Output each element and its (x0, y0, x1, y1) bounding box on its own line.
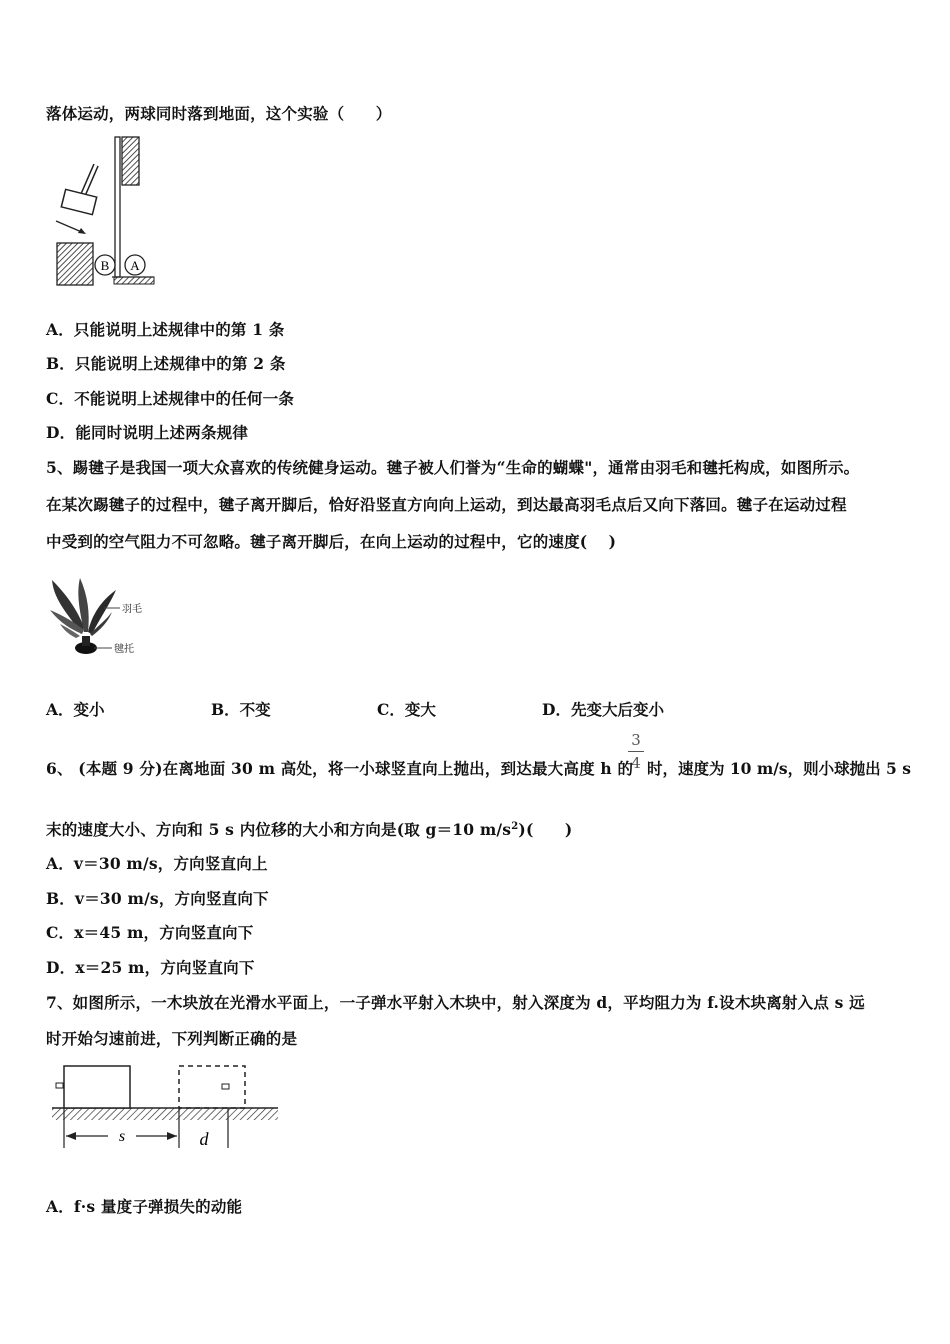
fraction-numerator: 3 (631, 731, 641, 749)
q4-option-b: B．只能说明上述规律中的第 2 条 (46, 354, 286, 373)
label-d: d (199, 1129, 209, 1149)
fraction-denominator: 4 (631, 754, 641, 772)
q4-option-d: D．能同时说明上述两条规律 (46, 423, 249, 442)
shuttlecock-figure (46, 572, 146, 662)
q6-line2-post: )( ) (518, 820, 573, 839)
q6-stem-line1-post: 时，速度为 10 m/s，则小球抛出 5 s (647, 759, 911, 778)
ball-b-label: B (100, 258, 110, 273)
q6-option-d: D．x＝25 m，方向竖直向下 (46, 958, 255, 977)
q4-continuation-text: 落体运动，两球同时落到地面，这个实验（ ） (46, 104, 392, 123)
q5-stem-line3: 中受到的空气阻力不可忽略。毽子离开脚后，在向上运动的过程中，它的速度( ) (46, 532, 617, 551)
q4-option-c: C．不能说明上述规律中的任何一条 (46, 389, 295, 408)
q5-option-b: B．不变 (211, 700, 271, 719)
q6-superscript: 2 (511, 820, 519, 832)
fraction-three-quarters (628, 731, 644, 772)
base-label: 毽托 (114, 644, 134, 655)
q6-option-a: A．v＝30 m/s，方向竖直向上 (46, 854, 268, 873)
q7-stem-line2: 时开始匀速前进，下列判断正确的是 (46, 1029, 298, 1048)
q5-stem-line2: 在某次踢毽子的过程中，毽子离开脚后，恰好沿竖直方向向上运动，到达最高羽毛点后又向下落回。毽子在运动过程 (46, 495, 847, 514)
q6-option-b: B．v＝30 m/s，方向竖直向下 (46, 889, 269, 908)
q7-stem-line1: 7、如图所示，一木块放在光滑水平面上，一子弹水平射入木块中，射入深度为 d，平均阻力为 f.设木块离射入点 s 远 (46, 993, 865, 1012)
ball-a-label: A (130, 258, 140, 273)
q6-option-c: C．x＝45 m，方向竖直向下 (46, 923, 254, 942)
q5-stem-line1: 5、踢毽子是我国一项大众喜欢的传统健身运动。毽子被人们誉为“生命的蝴蝶"，通常由羽毛和毽托构成，如图所示。 (46, 458, 860, 477)
q5-option-c: C．变大 (377, 700, 436, 719)
q6-stem-line2 (46, 818, 572, 840)
q4-figure (46, 133, 161, 288)
q4-option-a: A．只能说明上述规律中的第 1 条 (46, 320, 285, 339)
fraction-bar (628, 751, 644, 752)
q6-line2-pre: 末的速度大小、方向和 5 s 内位移的大小和方向是(取 g＝10 m/s (46, 820, 512, 839)
q6-stem-line1-pre: 6、 (本题 9 分)在离地面 30 m 高处，将一小球竖直向上抛出，到达最大高度 h 的 (46, 759, 634, 778)
q5-option-a: A．变小 (46, 700, 105, 719)
feather-label: 羽毛 (122, 604, 142, 615)
bullet-block-figure (50, 1062, 282, 1154)
q5-option-d: D．先变大后变小 (542, 700, 664, 719)
label-s: s (118, 1128, 126, 1145)
q7-option-a: A．f·s 量度子弹损失的动能 (46, 1197, 243, 1216)
